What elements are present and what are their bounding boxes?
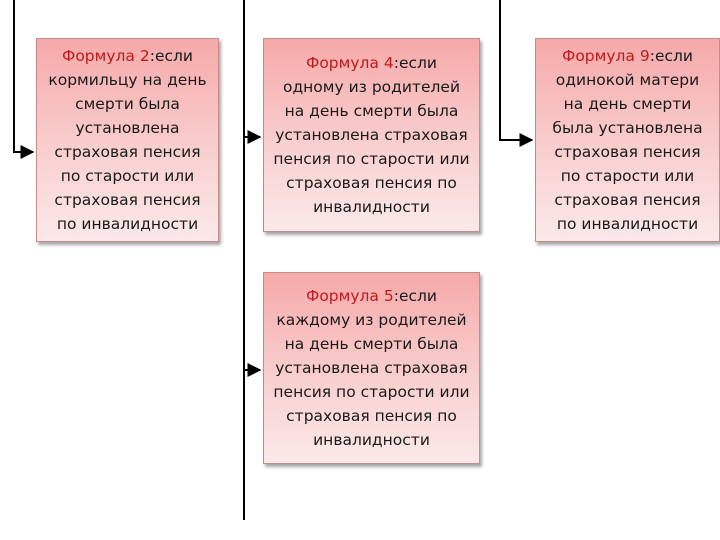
formula-2-condition: :если [149,47,193,65]
formula-9-word: Формула [561,47,635,65]
formula-9-condition: :если [649,47,693,65]
formula-2-line: по инвалидности [56,215,199,233]
formula-5-condition: :если [393,287,437,305]
formula-4-condition: :если [393,54,437,72]
formula-9-line: страховая пенсия [554,191,701,209]
formula-4-line: инвалидности [313,198,430,216]
formula-5-number: 5 [383,287,394,305]
formula-9-line: одинокой матери [555,71,700,89]
formula-2-line: кормильцу на день [48,71,207,89]
formula-5-word: Формула [305,287,379,305]
formula-5-box [263,272,480,464]
formula-5-line: пенсия по старости или [273,383,470,401]
formula-4-word: Формула [305,54,379,72]
formula-9-line: была установлена [552,119,703,137]
formula-4-number: 4 [383,54,394,72]
formula-4-line: на день смерти была [284,102,459,120]
formula-4-line: одному из родителей [282,78,461,96]
formula-2-line: по старости или [60,167,195,185]
formula-9-number: 9 [639,47,650,65]
formula-2-line: установлена [75,119,180,137]
formula-2-number: 2 [139,47,150,65]
formula-5-line: установлена страховая [275,359,468,377]
formula-4-box [263,38,480,232]
formula-4-line: установлена страховая [275,126,468,144]
connector-right [500,0,532,140]
formula-4-line: страховая пенсия по [286,174,457,192]
formula-5-line: страховая пенсия по [286,407,457,425]
formula-4-line: пенсия по старости или [273,150,470,168]
formula-2-box [36,38,219,242]
formula-2-word: Формула [61,47,135,65]
formula-9-line: по старости или [560,167,695,185]
formula-9-line: страховая пенсия [554,143,701,161]
formula-5-line: инвалидности [313,431,430,449]
formula-2-line: страховая пенсия [54,191,201,209]
formula-5-line: каждому из родителей [276,311,467,329]
formula-9-box [535,38,720,242]
formula-9-line: по инвалидности [556,215,699,233]
formula-9-line: на день смерти [563,95,692,113]
connector-left [14,0,33,152]
formula-2-line: смерти была [75,95,180,113]
formula-5-line: на день смерти была [284,335,459,353]
formula-2-line: страховая пенсия [54,143,201,161]
